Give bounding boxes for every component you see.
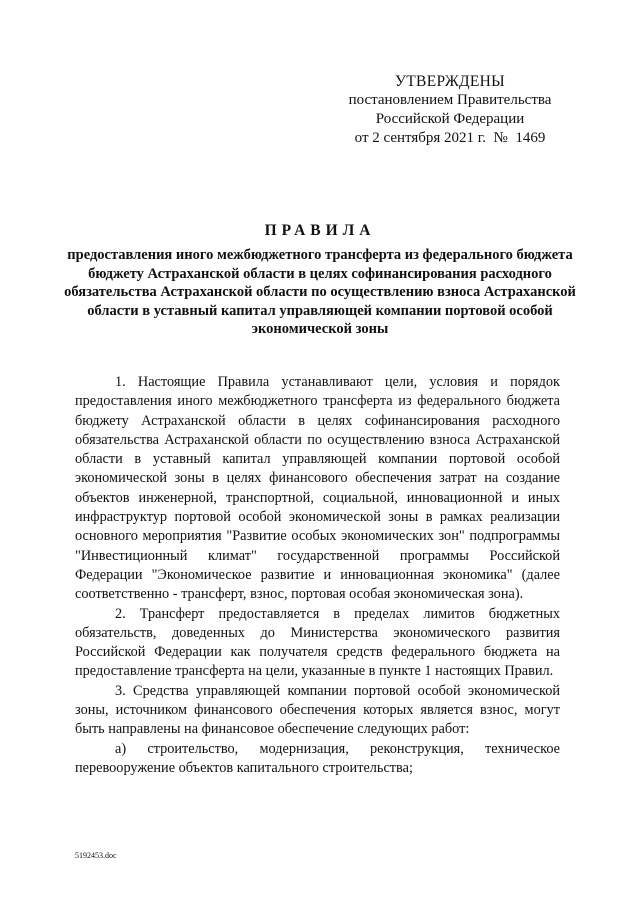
paragraph-3a: а) строительство, модернизация, реконструкция, техническое перевооружение объектов капитального строительства; (75, 740, 560, 776)
paragraph-2: 2. Трансферт предоставляется в пределах лимитов бюджетных обязательств, доведенных до Министерства экономического развития Российской Федерации как получателя средств федерального бюджета на предоставление трансферта на цели, указанные в пункте 1 настоящих Правил. (75, 605, 560, 680)
approval-heading: УТВЕРЖДЕНЫ (395, 73, 505, 90)
document-body (75, 373, 560, 778)
document-subtitle: предоставления иного межбюджетного трансферта из федерального бюджета бюджету Астраханской области в целях софинансирования расходного обязательства Астраханской области по осуществлению взноса Астраханской области в уставный капитал управляющей компании портовой особой экономической зоны (64, 247, 576, 337)
paragraph-1: 1. Настоящие Правила устанавливают цели, условия и порядок предоставления иного межбюджетного трансферта из федерального бюджета бюджету Астраханской области в целях софинансирования расходного обязательства Астраханской области по осуществлению взноса Астраханской области в уставный капитал управляющей компании портовой особой экономической зоны в целях финансового обеспечения затрат на создание объектов инженерной, транспортной, социальной, инновационной и иных инфраструктур портовой особой экономической зоны в рамках реализации основного мероприятия "Развитие особых экономических зон" подпрограммы "Инвестиционный климат" государственной программы Российской Федерации "Экономическое развитие и инновационная экономика" (далее соответственно - трансферт, взнос, портовая особая экономическая зона). (75, 374, 560, 603)
approval-line-date-number: от 2 сентября 2021 г. № 1469 (354, 130, 546, 146)
approval-stamp (340, 72, 560, 148)
approval-line-resolution: постановлением Правительства (348, 92, 552, 108)
approval-line-federation: Российской Федерации (375, 111, 525, 127)
file-reference: 5192453.doc (75, 851, 117, 860)
document-title: ПРАВИЛА (264, 222, 376, 239)
paragraph-3: 3. Средства управляющей компании портовой особой экономической зоны, источником финансового обеспечения которых является взнос, могут быть направлены на финансовое обеспечение следующих работ: (75, 682, 560, 738)
